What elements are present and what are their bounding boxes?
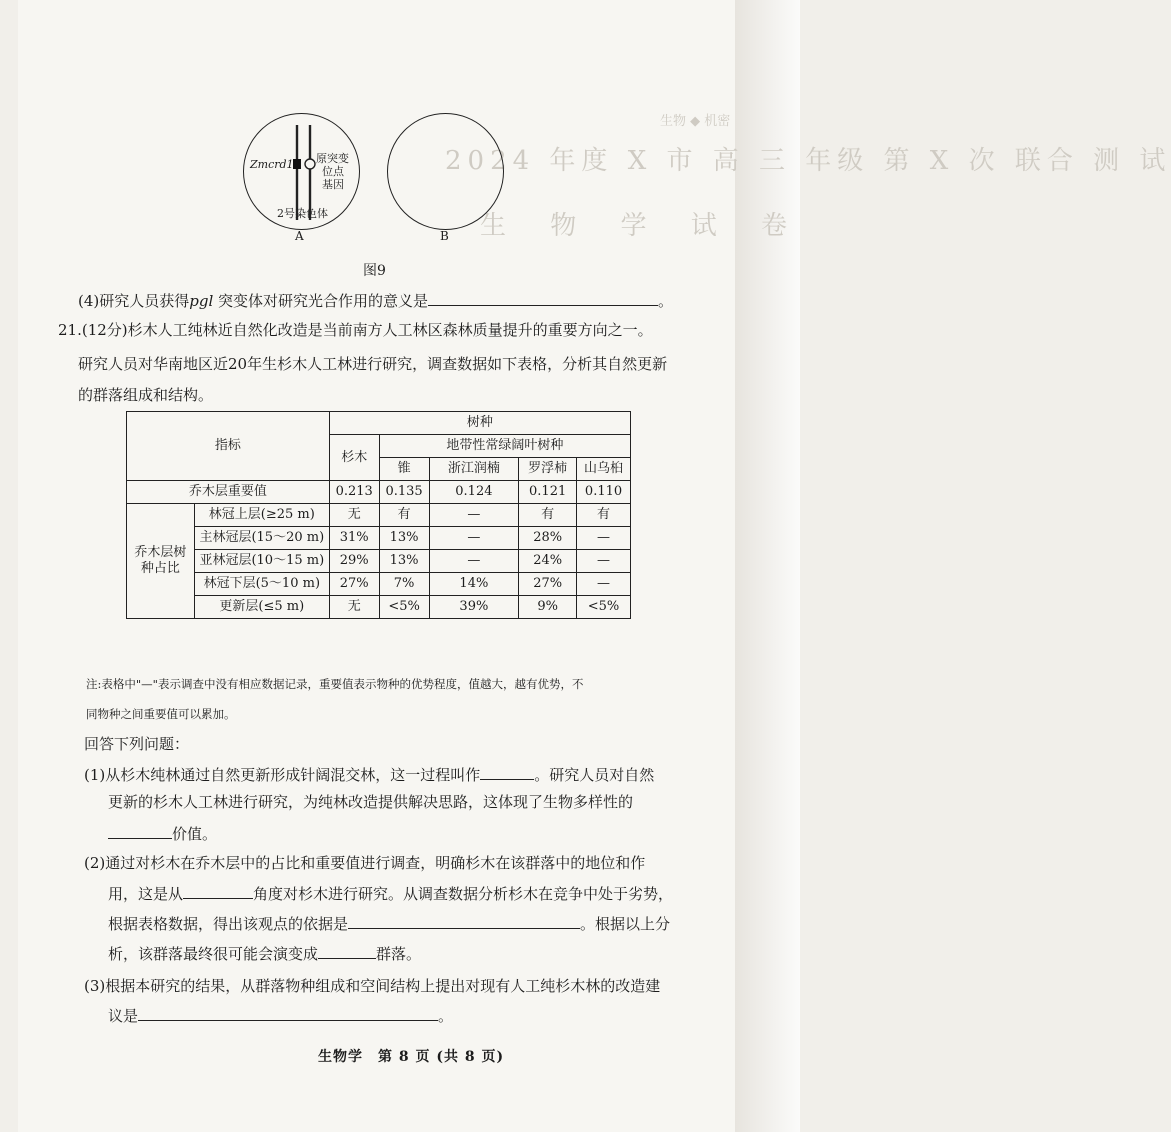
table-cell: 31% xyxy=(329,527,379,550)
q2-line3-a: 根据表格数据，得出该观点的依据是 xyxy=(108,915,349,933)
table-cell: <5% xyxy=(577,596,631,619)
q1-line3: 价值。 xyxy=(172,825,218,843)
table-cell: 有 xyxy=(577,504,631,527)
original-mutant-label xyxy=(316,152,349,191)
q21-intro-line1: 21.(12分)杉木人工纯林近自然化改造是当前南方人工林区森林质量提升的重要方向之一。 xyxy=(58,321,653,339)
q1-line1-a: (1)从杉木纯林通过自然更新形成针阔混交林，这一过程叫作 xyxy=(84,766,481,784)
answer-blank-q1-process[interactable] xyxy=(480,763,534,780)
original-mutant-label-line3: 基因 xyxy=(322,178,344,191)
page-footer: 生物学 第 8 页 (共 8 页) xyxy=(318,1049,505,1065)
answer-blank-q2-perspective[interactable] xyxy=(183,882,253,899)
table-cell: 13% xyxy=(379,527,429,550)
table-cell: — xyxy=(577,527,631,550)
question-20-4 xyxy=(78,289,673,312)
figure-label-b: B xyxy=(440,229,449,243)
chromosome-label: 2号染色体 xyxy=(277,207,328,220)
table-cell: — xyxy=(577,573,631,596)
table-row-label-layer: 林冠下层(5～10 m) xyxy=(194,573,329,596)
figure-label-a: A xyxy=(295,229,304,243)
table-cell: 27% xyxy=(329,573,379,596)
answer-blank-q3-suggestion[interactable] xyxy=(138,1004,438,1021)
table-cell: 0.213 xyxy=(329,481,379,504)
table-corner-header: 指标 xyxy=(127,412,330,481)
table-cell: 9% xyxy=(519,596,577,619)
table-group-label xyxy=(127,504,195,619)
table-header-tree-species: 树种 xyxy=(329,412,630,435)
table-cell: 27% xyxy=(519,573,577,596)
table-header-species: 山乌桕 xyxy=(577,458,631,481)
table-group-label-line2: 种占比 xyxy=(140,561,180,576)
table-header-species: 罗浮柿 xyxy=(519,458,577,481)
table-cell: 有 xyxy=(519,504,577,527)
table-note-line2: 同物种之间重要值可以累加。 xyxy=(86,707,236,721)
bleed-title-line2: 生 物 学 试 卷 xyxy=(480,211,806,241)
table-cell: 0.110 xyxy=(577,481,631,504)
question-21-2-line4 xyxy=(108,942,421,965)
q20-4-text-post: 突变体对研究光合作用的意义是 xyxy=(213,292,429,310)
table-group-label-line1: 乔木层树 xyxy=(134,545,187,560)
table-cell: <5% xyxy=(379,596,429,619)
table-row-label-layer: 亚林冠层(10～15 m) xyxy=(194,550,329,573)
table-cell: 0.135 xyxy=(379,481,429,504)
q20-4-text-pre: (4)研究人员获得 xyxy=(78,292,190,310)
table-cell: 39% xyxy=(429,596,519,619)
table-cell: — xyxy=(429,527,519,550)
q2-line4-a: 析，该群落最终很可能会演变成 xyxy=(108,945,319,963)
table-row-label-layer: 更新层(≤5 m) xyxy=(194,596,329,619)
answer-blank-q2-evidence[interactable] xyxy=(348,912,580,929)
table-cell: 13% xyxy=(379,550,429,573)
q3-line2-b: 。 xyxy=(438,1007,454,1025)
q21-intro-line2: 研究人员对华南地区近20年生杉木人工林进行研究，调查数据如下表格，分析其自然更新 xyxy=(78,355,668,373)
table-cell: 7% xyxy=(379,573,429,596)
question-21-1-line2: 更新的杉木人工林进行研究，为纯林改造提供解决思路，这体现了生物多样性的 xyxy=(108,793,634,811)
q21-intro-line3: 的群落组成和结构。 xyxy=(78,386,214,404)
table-cell: — xyxy=(577,550,631,573)
questions-lead: 回答下列问题： xyxy=(84,735,190,753)
table-header-species: 锥 xyxy=(379,458,429,481)
question-21-1-line1 xyxy=(84,763,654,786)
question-21-3-line2 xyxy=(108,1004,453,1027)
q20-4-end: 。 xyxy=(658,292,674,310)
table-cell: 有 xyxy=(379,504,429,527)
cell-circle-b xyxy=(387,113,504,230)
table-cell: 14% xyxy=(429,573,519,596)
gene-label-zmcrd1: Zmcrd1 xyxy=(250,158,294,171)
table-row-label-layer: 主林冠层(15～20 m) xyxy=(194,527,329,550)
table-header-species: 浙江润楠 xyxy=(429,458,519,481)
q20-4-italic: pgl xyxy=(189,292,214,310)
question-21-3-line1: (3)根据本研究的结果，从群落物种组成和空间结构上提出对现有人工纯杉木林的改造建 xyxy=(84,977,661,995)
question-21-1-line3 xyxy=(108,822,217,845)
q1-line1-b: 。研究人员对自然 xyxy=(534,766,655,784)
q2-line2-a: 用，这是从 xyxy=(108,885,184,903)
q2-line3-b: 。根据以上分 xyxy=(580,915,671,933)
table-cell: — xyxy=(429,550,519,573)
survey-data-table xyxy=(126,411,631,619)
table-note-line1: 注:表格中"—"表示调查中没有相应数据记录，重要值表示物种的优势程度，值越大，越有优势，不 xyxy=(86,677,584,691)
answer-blank-q2-community[interactable] xyxy=(318,942,376,959)
answer-blank-q1-value[interactable] xyxy=(108,822,172,839)
answer-blank-q20-4[interactable] xyxy=(428,289,658,306)
table-cell: 0.121 xyxy=(519,481,577,504)
table-header-shamu: 杉木 xyxy=(329,435,379,481)
question-21-2-line2 xyxy=(108,882,673,905)
original-mutant-label-line2: 位点 xyxy=(322,165,344,178)
table-cell: 无 xyxy=(329,596,379,619)
mutation-site-marker xyxy=(305,159,315,169)
q3-line2-a: 议是 xyxy=(108,1007,139,1025)
figure-caption: 图9 xyxy=(363,263,386,279)
bleed-title-line1: 2024 年度 X 市 高 三 年级 第 X 次 联合 测 试 xyxy=(445,146,1171,176)
original-mutant-label-line1: 原突变 xyxy=(316,152,349,165)
table-cell: 28% xyxy=(519,527,577,550)
gene-marker-zmcrd1 xyxy=(293,159,301,169)
table-row-label-importance: 乔木层重要值 xyxy=(127,481,330,504)
table-cell: 0.124 xyxy=(429,481,519,504)
q2-line2-b: 角度对杉木进行研究。从调查数据分析杉木在竞争中处于劣势， xyxy=(253,885,674,903)
table-cell: 29% xyxy=(329,550,379,573)
bleed-text-top-left: 生物 ◆ 机密 xyxy=(660,114,731,129)
table-row-label-layer: 林冠上层(≥25 m) xyxy=(194,504,329,527)
table-header-broadleaf: 地带性常绿阔叶树种 xyxy=(379,435,630,458)
question-21-2-line3 xyxy=(108,912,670,935)
question-21-2-line1: (2)通过对杉木在乔木层中的占比和重要值进行调查，明确杉木在该群落中的地位和作 xyxy=(84,854,646,872)
table-cell: — xyxy=(429,504,519,527)
table-cell: 24% xyxy=(519,550,577,573)
table-cell: 无 xyxy=(329,504,379,527)
q2-line4-b: 群落。 xyxy=(376,945,422,963)
